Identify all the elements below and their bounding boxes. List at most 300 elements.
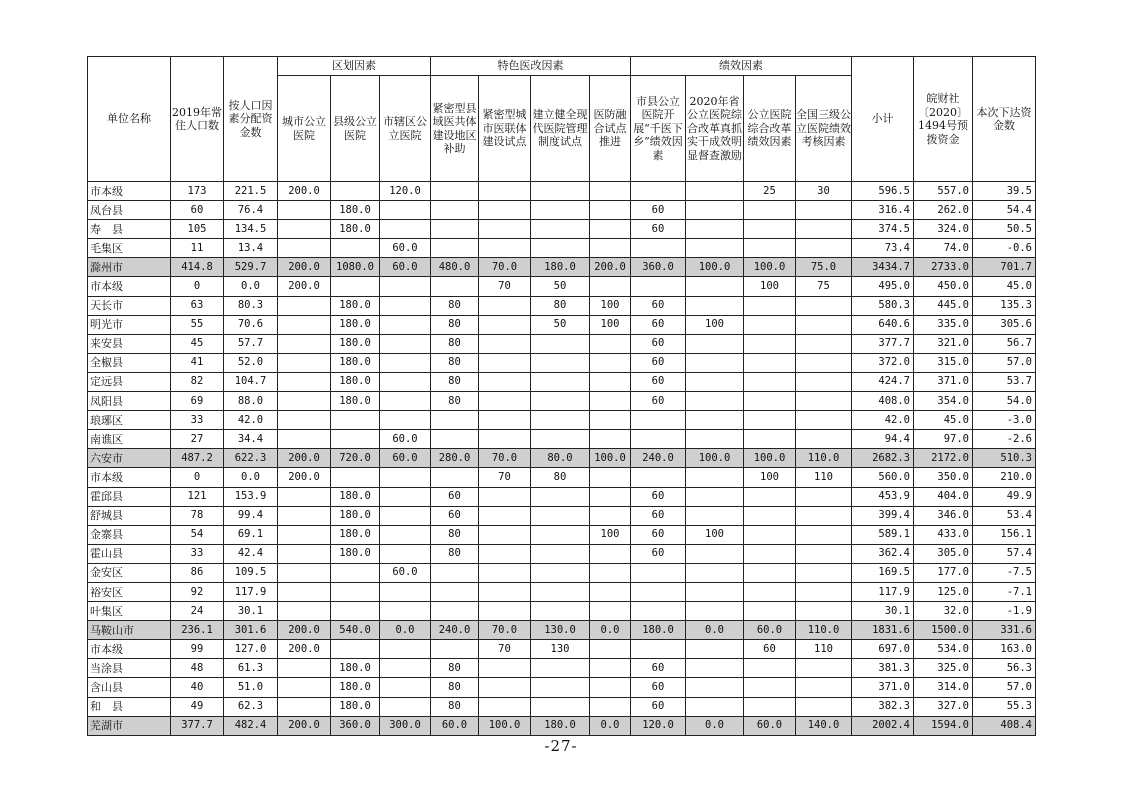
table-row [88, 372, 1036, 391]
value-cell [744, 678, 796, 697]
value-cell [431, 411, 479, 430]
value-cell [431, 277, 479, 296]
value-cell [686, 430, 744, 449]
value-cell [479, 392, 531, 411]
value-cell [479, 563, 531, 582]
value-cell [686, 678, 744, 697]
value-cell: 399.4 [852, 506, 914, 525]
value-cell: -1.9 [973, 602, 1036, 621]
value-cell: 117.9 [224, 582, 278, 601]
value-cell [380, 544, 431, 563]
value-cell: 69 [171, 392, 224, 411]
value-cell: 80 [431, 372, 479, 391]
value-cell: 200.0 [278, 277, 331, 296]
value-cell: 60 [431, 506, 479, 525]
value-cell: 169.5 [852, 563, 914, 582]
value-cell [479, 353, 531, 372]
value-cell: 0.0 [590, 621, 631, 640]
value-cell: 163.0 [973, 640, 1036, 659]
value-cell [686, 640, 744, 659]
value-cell: 1594.0 [914, 716, 973, 735]
unit-name-cell: 金寨县 [88, 525, 171, 544]
value-cell: 100 [590, 315, 631, 334]
value-cell: 97.0 [914, 430, 973, 449]
value-cell: 0.0 [224, 277, 278, 296]
value-cell [431, 182, 479, 201]
value-cell: 57.0 [973, 678, 1036, 697]
value-cell [431, 220, 479, 239]
value-cell: 622.3 [224, 449, 278, 468]
value-cell: 408.0 [852, 392, 914, 411]
value-cell: 371.0 [914, 372, 973, 391]
value-cell: 0.0 [380, 621, 431, 640]
value-cell: 61.3 [224, 659, 278, 678]
value-cell [331, 430, 380, 449]
value-cell: 100 [686, 525, 744, 544]
unit-name-cell: 裕安区 [88, 582, 171, 601]
unit-name-cell: 马鞍山市 [88, 621, 171, 640]
value-cell [479, 334, 531, 353]
header-population-2019: 2019年常住人口数 [171, 57, 224, 182]
value-cell [380, 659, 431, 678]
value-cell: 60 [631, 334, 686, 353]
value-cell: 80 [531, 468, 590, 487]
value-cell: 88.0 [224, 392, 278, 411]
value-cell [278, 525, 331, 544]
value-cell [278, 697, 331, 716]
value-cell [278, 315, 331, 334]
unit-name-cell: 凤台县 [88, 201, 171, 220]
value-cell: 39.5 [973, 182, 1036, 201]
value-cell [744, 334, 796, 353]
value-cell: 301.6 [224, 621, 278, 640]
value-cell: 0 [171, 277, 224, 296]
value-cell [531, 353, 590, 372]
value-cell: 240.0 [431, 621, 479, 640]
value-cell: 200.0 [278, 258, 331, 277]
value-cell [531, 220, 590, 239]
value-cell [590, 640, 631, 659]
value-cell [796, 582, 852, 601]
value-cell: 80 [431, 678, 479, 697]
value-cell [479, 201, 531, 220]
value-cell [796, 430, 852, 449]
value-cell: 596.5 [852, 182, 914, 201]
value-cell: 1500.0 [914, 621, 973, 640]
value-cell: 62.3 [224, 697, 278, 716]
value-cell [686, 201, 744, 220]
value-cell: 2172.0 [914, 449, 973, 468]
value-cell [686, 468, 744, 487]
value-cell [631, 582, 686, 601]
value-cell: 86 [171, 563, 224, 582]
value-cell: 534.0 [914, 640, 973, 659]
value-cell: 32.0 [914, 602, 973, 621]
value-cell: 42.0 [224, 411, 278, 430]
value-cell: 52.0 [224, 353, 278, 372]
value-cell [380, 582, 431, 601]
value-cell: 134.5 [224, 220, 278, 239]
value-cell [278, 411, 331, 430]
value-cell [590, 411, 631, 430]
value-cell: 54.0 [973, 392, 1036, 411]
value-cell [331, 602, 380, 621]
value-cell: 321.0 [914, 334, 973, 353]
value-cell: 80 [431, 392, 479, 411]
value-cell [380, 506, 431, 525]
value-cell [590, 697, 631, 716]
value-cell [686, 353, 744, 372]
value-cell: 56.7 [973, 334, 1036, 353]
value-cell [686, 372, 744, 391]
value-cell: 100.0 [590, 449, 631, 468]
value-cell [331, 563, 380, 582]
value-cell: 121 [171, 487, 224, 506]
value-cell: 60 [631, 353, 686, 372]
value-cell: 41 [171, 353, 224, 372]
header-group-special-reform: 特色医改因素 [431, 57, 631, 76]
header-city-hospital: 城市公立医院 [278, 76, 331, 182]
value-cell: 382.3 [852, 697, 914, 716]
value-cell [331, 640, 380, 659]
header-group-division: 区划因素 [278, 57, 431, 76]
value-cell: 377.7 [171, 716, 224, 735]
value-cell: 127.0 [224, 640, 278, 659]
value-cell [796, 563, 852, 582]
value-cell [380, 220, 431, 239]
unit-name-cell: 霍山县 [88, 544, 171, 563]
value-cell [380, 602, 431, 621]
value-cell: 140.0 [796, 716, 852, 735]
value-cell: 80 [431, 697, 479, 716]
value-cell [380, 201, 431, 220]
table-row [88, 659, 1036, 678]
value-cell: 1080.0 [331, 258, 380, 277]
value-cell [590, 372, 631, 391]
value-cell: 69.1 [224, 525, 278, 544]
value-cell [479, 182, 531, 201]
table-row [88, 411, 1036, 430]
table-row [88, 201, 1036, 220]
value-cell [278, 506, 331, 525]
value-cell [531, 487, 590, 506]
value-cell [380, 392, 431, 411]
value-cell [380, 678, 431, 697]
value-cell [531, 334, 590, 353]
value-cell: 50 [531, 277, 590, 296]
value-cell [686, 277, 744, 296]
value-cell: 372.0 [852, 353, 914, 372]
value-cell [531, 678, 590, 697]
value-cell [796, 353, 852, 372]
value-cell [590, 582, 631, 601]
value-cell [380, 353, 431, 372]
value-cell [331, 582, 380, 601]
value-cell [590, 563, 631, 582]
value-cell: 300.0 [380, 716, 431, 735]
value-cell: 200.0 [278, 716, 331, 735]
city-total-row [88, 621, 1036, 640]
value-cell: 100 [686, 315, 744, 334]
value-cell: 377.7 [852, 334, 914, 353]
value-cell [531, 602, 590, 621]
value-cell: 60 [631, 315, 686, 334]
value-cell [531, 697, 590, 716]
value-cell [686, 392, 744, 411]
value-cell [431, 239, 479, 258]
value-cell [590, 487, 631, 506]
header-prevention-integration: 医防融合试点推进 [590, 76, 631, 182]
value-cell [278, 430, 331, 449]
value-cell: 56.3 [973, 659, 1036, 678]
value-cell: 1831.6 [852, 621, 914, 640]
value-cell: 80 [431, 334, 479, 353]
value-cell: 78 [171, 506, 224, 525]
value-cell: 57.0 [973, 353, 1036, 372]
value-cell: 100.0 [479, 716, 531, 735]
value-cell [531, 239, 590, 258]
value-cell: 60 [631, 544, 686, 563]
value-cell: 424.7 [852, 372, 914, 391]
value-cell [278, 544, 331, 563]
unit-name-cell: 毛集区 [88, 239, 171, 258]
value-cell [744, 353, 796, 372]
table-row [88, 602, 1036, 621]
value-cell [331, 277, 380, 296]
table-row [88, 392, 1036, 411]
value-cell: 55.3 [973, 697, 1036, 716]
value-cell [479, 315, 531, 334]
value-cell: 305.0 [914, 544, 973, 563]
value-cell: 200.0 [278, 182, 331, 201]
value-cell: 529.7 [224, 258, 278, 277]
value-cell: 557.0 [914, 182, 973, 201]
value-cell [590, 468, 631, 487]
table-row [88, 296, 1036, 315]
value-cell: 180.0 [331, 487, 380, 506]
value-cell [531, 201, 590, 220]
value-cell: 450.0 [914, 277, 973, 296]
unit-name-cell: 南谯区 [88, 430, 171, 449]
value-cell: 200.0 [278, 640, 331, 659]
value-cell [796, 201, 852, 220]
value-cell [744, 659, 796, 678]
value-cell [631, 182, 686, 201]
value-cell [631, 430, 686, 449]
header-county-hospital: 县级公立医院 [331, 76, 380, 182]
value-cell: 60.0 [744, 716, 796, 735]
page-number: -27- [544, 737, 578, 755]
value-cell [531, 659, 590, 678]
header-modern-hospital-pilot: 建立健全现代医院管理制度试点 [531, 76, 590, 182]
value-cell: 262.0 [914, 201, 973, 220]
value-cell: 200.0 [278, 621, 331, 640]
value-cell: 73.4 [852, 239, 914, 258]
value-cell: -2.6 [973, 430, 1036, 449]
value-cell: 153.9 [224, 487, 278, 506]
value-cell: 120.0 [631, 716, 686, 735]
value-cell: 125.0 [914, 582, 973, 601]
value-cell: 100 [590, 296, 631, 315]
value-cell [796, 506, 852, 525]
value-cell [796, 372, 852, 391]
value-cell: 589.1 [852, 525, 914, 544]
value-cell [744, 697, 796, 716]
value-cell [590, 659, 631, 678]
value-cell: 70 [479, 468, 531, 487]
value-cell [531, 411, 590, 430]
value-cell: 33 [171, 411, 224, 430]
value-cell [479, 430, 531, 449]
value-cell: 60 [631, 372, 686, 391]
value-cell: 70 [479, 640, 531, 659]
value-cell: 180.0 [331, 220, 380, 239]
value-cell: 60.0 [744, 621, 796, 640]
value-cell: 60 [631, 487, 686, 506]
value-cell [479, 296, 531, 315]
unit-name-cell: 当涂县 [88, 659, 171, 678]
value-cell: 45.0 [973, 277, 1036, 296]
value-cell: 60 [631, 296, 686, 315]
value-cell: 100 [744, 468, 796, 487]
value-cell [631, 602, 686, 621]
value-cell [479, 239, 531, 258]
value-cell: 453.9 [852, 487, 914, 506]
value-cell [590, 277, 631, 296]
table-row [88, 640, 1036, 659]
value-cell: 180.0 [331, 201, 380, 220]
value-cell: 60 [631, 506, 686, 525]
table-row [88, 678, 1036, 697]
unit-name-cell: 市本级 [88, 182, 171, 201]
value-cell: 433.0 [914, 525, 973, 544]
value-cell: 51.0 [224, 678, 278, 697]
value-cell: 362.4 [852, 544, 914, 563]
value-cell: 50 [531, 315, 590, 334]
value-cell: 221.5 [224, 182, 278, 201]
value-cell: 200.0 [278, 449, 331, 468]
unit-name-cell: 明光市 [88, 315, 171, 334]
value-cell: 3434.7 [852, 258, 914, 277]
unit-name-cell: 芜湖市 [88, 716, 171, 735]
value-cell: 350.0 [914, 468, 973, 487]
value-cell: 33 [171, 544, 224, 563]
value-cell: 92 [171, 582, 224, 601]
value-cell: 54 [171, 525, 224, 544]
value-cell: 580.3 [852, 296, 914, 315]
value-cell [331, 182, 380, 201]
value-cell: 130 [531, 640, 590, 659]
value-cell: 354.0 [914, 392, 973, 411]
table-row [88, 220, 1036, 239]
value-cell [479, 411, 531, 430]
value-cell [278, 602, 331, 621]
unit-name-cell: 舒城县 [88, 506, 171, 525]
unit-name-cell: 叶集区 [88, 602, 171, 621]
value-cell [431, 582, 479, 601]
value-cell: 156.1 [973, 525, 1036, 544]
value-cell: 177.0 [914, 563, 973, 582]
value-cell: 180.0 [331, 315, 380, 334]
value-cell [744, 430, 796, 449]
value-cell [686, 659, 744, 678]
value-cell: 0.0 [224, 468, 278, 487]
value-cell: 13.4 [224, 239, 278, 258]
value-cell [796, 334, 852, 353]
value-cell [278, 296, 331, 315]
value-cell: 0.0 [590, 716, 631, 735]
value-cell: 34.4 [224, 430, 278, 449]
value-cell: 100 [744, 277, 796, 296]
value-cell [380, 525, 431, 544]
value-cell: 180.0 [331, 544, 380, 563]
value-cell: 70.0 [479, 449, 531, 468]
value-cell [278, 678, 331, 697]
value-cell: 117.9 [852, 582, 914, 601]
value-cell [590, 182, 631, 201]
value-cell [590, 353, 631, 372]
value-cell: 110 [796, 468, 852, 487]
value-cell: 0 [171, 468, 224, 487]
value-cell: 100 [590, 525, 631, 544]
value-cell [380, 487, 431, 506]
value-cell [380, 334, 431, 353]
header-county-community-subsidy: 紧密型县域医共体建设地区补助 [431, 76, 479, 182]
value-cell: 53.4 [973, 506, 1036, 525]
value-cell [686, 182, 744, 201]
table-row [88, 239, 1036, 258]
value-cell: 560.0 [852, 468, 914, 487]
value-cell: 99 [171, 640, 224, 659]
value-cell: 100.0 [744, 258, 796, 277]
value-cell: 701.7 [973, 258, 1036, 277]
value-cell: 63 [171, 296, 224, 315]
value-cell: 371.0 [852, 678, 914, 697]
value-cell: 0.0 [686, 716, 744, 735]
value-cell: 100.0 [744, 449, 796, 468]
unit-name-cell: 市本级 [88, 277, 171, 296]
value-cell: 30 [796, 182, 852, 201]
value-cell: 60.0 [380, 563, 431, 582]
table-row [88, 315, 1036, 334]
value-cell [744, 563, 796, 582]
unit-name-cell: 琅琊区 [88, 411, 171, 430]
value-cell: 240.0 [631, 449, 686, 468]
value-cell: 180.0 [331, 353, 380, 372]
value-cell [744, 525, 796, 544]
value-cell: 200.0 [278, 468, 331, 487]
value-cell: 48 [171, 659, 224, 678]
header-reform-incentive-2020: 2020年省公立医院综合改革真抓实干成效明显督查激励 [686, 76, 744, 182]
value-cell: 25 [744, 182, 796, 201]
value-cell [796, 315, 852, 334]
value-cell [380, 315, 431, 334]
value-cell: 482.4 [224, 716, 278, 735]
value-cell [479, 372, 531, 391]
value-cell: 236.1 [171, 621, 224, 640]
value-cell: 720.0 [331, 449, 380, 468]
value-cell: 408.4 [973, 716, 1036, 735]
value-cell [431, 468, 479, 487]
value-cell: 75.0 [796, 258, 852, 277]
value-cell: 487.2 [171, 449, 224, 468]
unit-name-cell: 凤阳县 [88, 392, 171, 411]
value-cell [380, 372, 431, 391]
value-cell: 45.0 [914, 411, 973, 430]
value-cell: 60.0 [380, 449, 431, 468]
header-group-performance: 绩效因素 [631, 57, 852, 76]
value-cell: 57.7 [224, 334, 278, 353]
